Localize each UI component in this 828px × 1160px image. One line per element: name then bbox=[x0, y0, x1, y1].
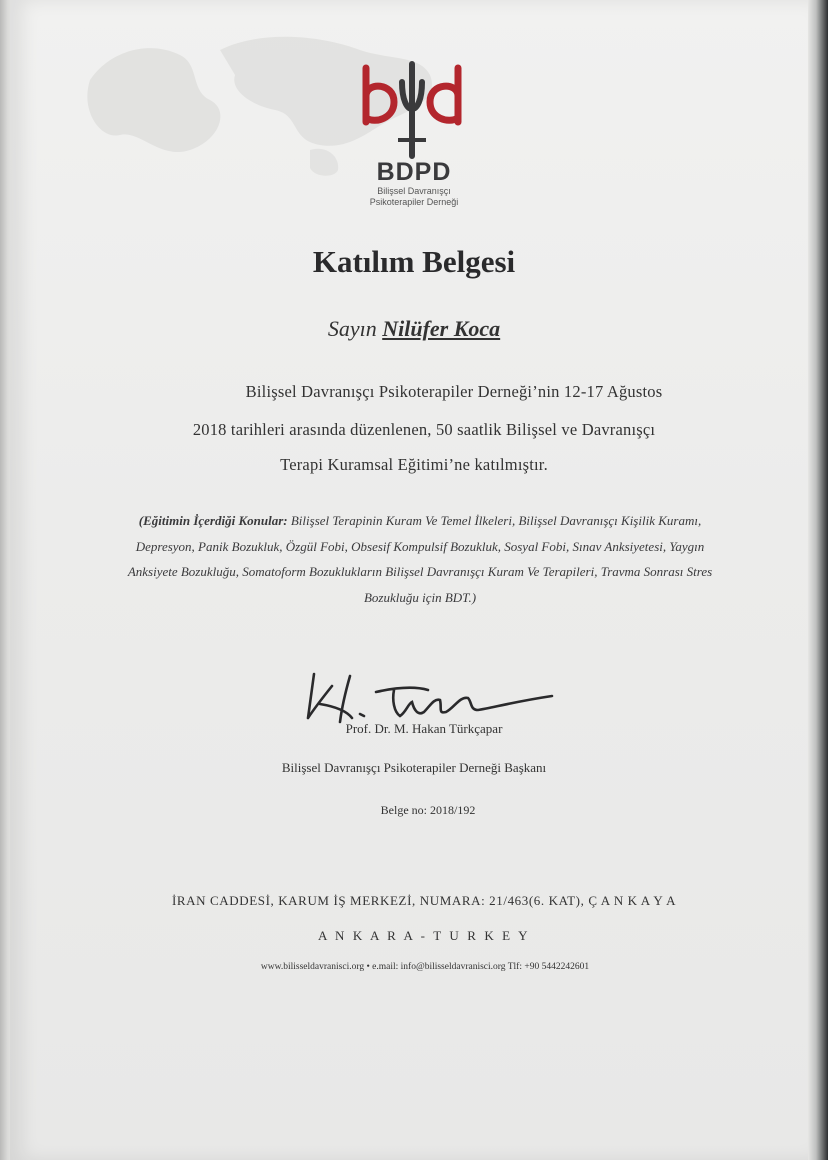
topics-text: Bilişsel Terapinin Kuram Ve Temel İlkeleri, Bilişsel Davranışçı Kişilik Kuramı, Depresyon, Panik Bozukluk, Özgül Fobi, Obsesif Kompulsif Bozukluk, Sosyal Fobi, Sınav Anksiyetesi, Yaygın Anksiyete Bozukluğu, Somatoform Bozuklukların Bilişsel Davranışçı Kuram Ve Terapileri, Travma Sonrası Stres Bozukluğu için BDT.) bbox=[127, 513, 713, 605]
bdpd-logo-icon bbox=[358, 60, 468, 160]
certificate-title: Katılım Belgesi bbox=[312, 244, 516, 279]
footer-contact: www.bilisseldavranisci.org • e.mail: info@bilisseldavranisci.org Tlf: +90 5442242601 bbox=[260, 962, 590, 972]
brand-subtitle-line1: Bilişsel Davranışçı bbox=[377, 186, 451, 196]
salutation-word: Sayın bbox=[327, 316, 377, 341]
training-topics bbox=[115, 508, 725, 610]
brand-name: BDPD bbox=[376, 158, 452, 186]
recipient-name: Nilüfer Koca bbox=[382, 316, 501, 341]
document-number: Belge no: 2018/192 bbox=[380, 803, 476, 817]
signatory-name: Prof. Dr. M. Hakan Türkçapar bbox=[345, 721, 503, 736]
salutation-line bbox=[0, 316, 828, 342]
topics-lead: (Eğitimin İçerdiği Konular: bbox=[138, 513, 288, 528]
footer-city: A N K A R A - T U R K E Y bbox=[317, 928, 531, 943]
brand-subtitle-line2: Psikoterapiler Derneği bbox=[369, 197, 459, 207]
body-line-2: 2018 tarihleri arasında düzenlenen, 50 saatlik Bilişsel ve Davranışçı bbox=[192, 420, 656, 439]
body-line-3: Terapi Kuramsal Eğitimi’ne katılmıştır. bbox=[280, 455, 548, 474]
handwritten-signature bbox=[302, 666, 562, 728]
body-line-1: Bilişsel Davranışçı Psikoterapiler Derneği’nin 12-17 Ağustos bbox=[245, 382, 663, 401]
signatory-position: Bilişsel Davranışçı Psikoterapiler Derneği Başkanı bbox=[281, 760, 547, 775]
paper-edge-shadow bbox=[808, 0, 828, 1160]
footer-address: İRAN CADDESİ, KARUM İŞ MERKEZİ, NUMARA: 21/463(6. KAT), Ç A N K A Y A bbox=[171, 893, 677, 908]
